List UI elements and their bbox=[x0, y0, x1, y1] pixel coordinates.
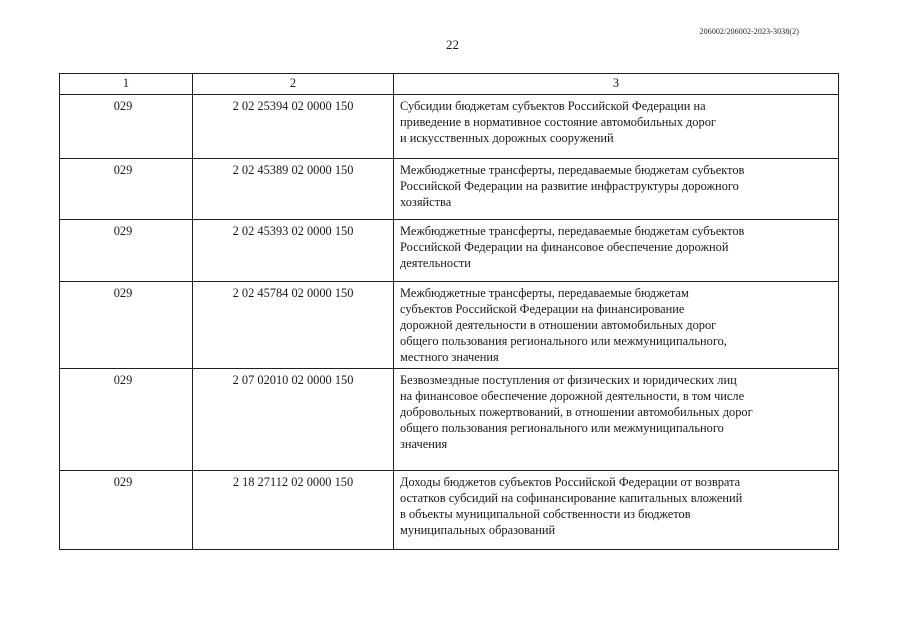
description-cell bbox=[394, 369, 839, 471]
description-cell bbox=[394, 471, 839, 550]
table-row bbox=[60, 471, 839, 550]
table-row bbox=[60, 369, 839, 471]
table-row bbox=[60, 220, 839, 282]
income-code-cell: 2 02 25394 02 0000 150 bbox=[193, 95, 394, 159]
description-line: добровольных пожертвований, в отношении автомобильных дорог bbox=[400, 405, 753, 419]
description-line: деятельности bbox=[400, 256, 471, 270]
document-id: 206002/206002-2023-3038(2) bbox=[699, 27, 799, 36]
table-row bbox=[60, 159, 839, 220]
description-line: местного значения bbox=[400, 350, 499, 364]
description-line: остатков субсидий на софинансирование капитальных вложений bbox=[400, 491, 743, 505]
page-number: 22 bbox=[446, 37, 459, 52]
description-line: хозяйства bbox=[400, 195, 452, 209]
description-line: приведение в нормативное состояние автомобильных дорог bbox=[400, 115, 716, 129]
admin-code-cell: 029 bbox=[60, 471, 193, 550]
description-line: муниципальных образований bbox=[400, 523, 556, 537]
description-line: в объекты муниципальной собственности из бюджетов bbox=[400, 507, 691, 521]
table-row bbox=[60, 95, 839, 159]
description-line: Российской Федерации на развитие инфраструктуры дорожного bbox=[400, 179, 739, 193]
column-header-3: 3 bbox=[394, 74, 839, 95]
description-line: Безвозмездные поступления от физических и юридических лиц bbox=[400, 373, 737, 387]
description-line: значения bbox=[400, 437, 448, 451]
description-line: Межбюджетные трансферты, передаваемые бюджетам субъектов bbox=[400, 224, 745, 238]
admin-code-cell: 029 bbox=[60, 95, 193, 159]
description-line: Субсидии бюджетам субъектов Российской Федерации на bbox=[400, 99, 706, 113]
description-cell bbox=[394, 282, 839, 369]
income-code-cell: 2 02 45393 02 0000 150 bbox=[193, 220, 394, 282]
description-line: Доходы бюджетов субъектов Российской Федерации от возврата bbox=[400, 475, 741, 489]
description-line: субъектов Российской Федерации на финансирование bbox=[400, 302, 685, 316]
description-cell bbox=[394, 95, 839, 159]
description-line: Российской Федерации на финансовое обеспечение дорожной bbox=[400, 240, 729, 254]
income-code-cell: 2 02 45389 02 0000 150 bbox=[193, 159, 394, 220]
column-header-1: 1 bbox=[60, 74, 193, 95]
description-line: дорожной деятельности в отношении автомобильных дорог bbox=[400, 318, 717, 332]
admin-code-cell: 029 bbox=[60, 282, 193, 369]
description-line: и искусственных дорожных сооружений bbox=[400, 131, 614, 145]
table-header-row bbox=[60, 74, 839, 95]
column-header-2: 2 bbox=[193, 74, 394, 95]
income-codes-table bbox=[59, 73, 839, 550]
income-code-cell: 2 02 45784 02 0000 150 bbox=[193, 282, 394, 369]
description-line: общего пользования регионального или межмуниципального bbox=[400, 421, 724, 435]
income-code-cell: 2 18 27112 02 0000 150 bbox=[193, 471, 394, 550]
admin-code-cell: 029 bbox=[60, 369, 193, 471]
description-cell bbox=[394, 220, 839, 282]
description-line: Межбюджетные трансферты, передаваемые бюджетам bbox=[400, 286, 689, 300]
description-line: на финансовое обеспечение дорожной деятельности, в том числе bbox=[400, 389, 745, 403]
admin-code-cell: 029 bbox=[60, 220, 193, 282]
description-line: Межбюджетные трансферты, передаваемые бюджетам субъектов bbox=[400, 163, 745, 177]
description-cell bbox=[394, 159, 839, 220]
table-row bbox=[60, 282, 839, 369]
description-line: общего пользования регионального или межмуниципального, bbox=[400, 334, 727, 348]
admin-code-cell: 029 bbox=[60, 159, 193, 220]
income-code-cell: 2 07 02010 02 0000 150 bbox=[193, 369, 394, 471]
